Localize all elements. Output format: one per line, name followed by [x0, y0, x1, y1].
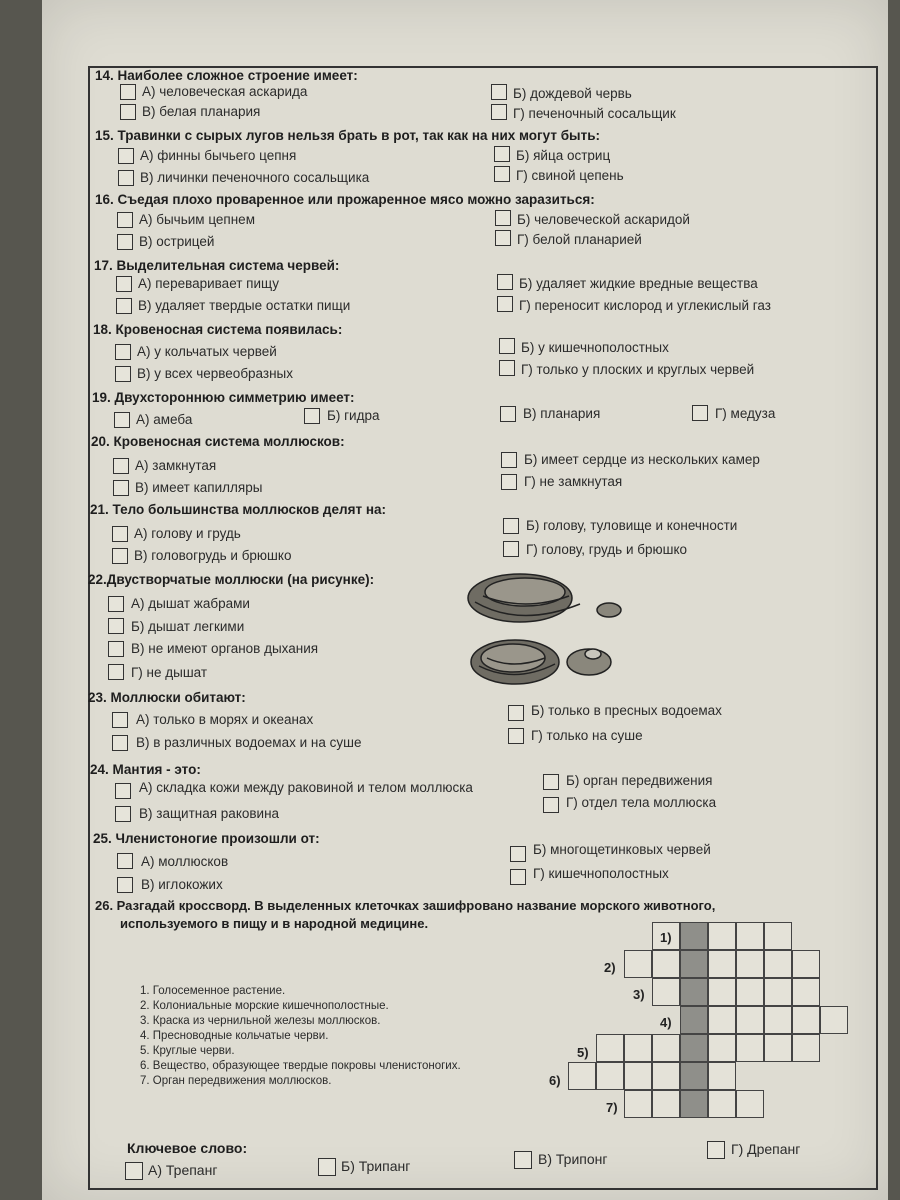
q19-checkbox-g[interactable]	[692, 405, 708, 421]
keyword-option-a: А) Трепанг	[148, 1162, 218, 1178]
q22-option-v: В) не имеют органов дыхания	[131, 641, 319, 656]
q14-option-g: Г) печеночный сосальщик	[513, 106, 676, 121]
q18-option-a: А) у кольчатых червей	[137, 344, 277, 359]
crossword-clue-number-6: 6)	[549, 1073, 561, 1088]
q16-checkbox-v[interactable]	[117, 234, 133, 250]
crossword-cell[interactable]	[708, 1006, 736, 1034]
q15-checkbox-g[interactable]	[494, 166, 510, 182]
q16-option-a: А) бычьим цепнем	[139, 212, 255, 227]
q25-checkbox-a[interactable]	[117, 853, 133, 869]
q21-checkbox-g[interactable]	[503, 541, 519, 557]
crossword-cell[interactable]	[820, 1006, 848, 1034]
crossword-cell[interactable]	[792, 1006, 820, 1034]
q15-option-a: А) финны бычьего цепня	[140, 148, 297, 163]
q15-option-g: Г) свиной цепень	[516, 168, 624, 183]
q17-checkbox-v[interactable]	[116, 298, 132, 314]
crossword-key-cell[interactable]	[680, 950, 708, 978]
crossword-cell[interactable]	[736, 1006, 764, 1034]
q20-option-b: Б) имеет сердце из нескольких камер	[524, 452, 760, 467]
q20-option-g: Г) не замкнутая	[524, 474, 623, 489]
q24-option-a: А) складка кожи между раковиной и телом моллюска	[139, 780, 473, 795]
question-24-title: 24. Мантия - это:	[90, 762, 201, 777]
q21-checkbox-v[interactable]	[112, 548, 128, 564]
q21-checkbox-b[interactable]	[503, 518, 519, 534]
crossword-definition-7: 7. Орган передвижения моллюсков.	[140, 1075, 332, 1087]
q22-checkbox-v[interactable]	[108, 641, 124, 657]
crossword-cell[interactable]	[736, 922, 764, 950]
q24-checkbox-g[interactable]	[543, 797, 559, 813]
keyword-checkbox-g[interactable]	[707, 1141, 725, 1159]
question-23-title: 23. Моллюски обитают:	[88, 690, 246, 705]
crossword-cell[interactable]	[708, 978, 736, 1006]
q15-option-b: Б) яйца остриц	[516, 148, 611, 163]
q19-checkbox-a[interactable]	[114, 412, 130, 428]
crossword-clue-number-7: 7)	[606, 1100, 618, 1115]
q15-checkbox-a[interactable]	[118, 148, 134, 164]
q14-checkbox-b[interactable]	[491, 84, 507, 100]
q25-option-b: Б) многощетинковых червей	[533, 842, 711, 857]
keyword-checkbox-b[interactable]	[318, 1158, 336, 1176]
q21-checkbox-a[interactable]	[112, 526, 128, 542]
crossword-cell[interactable]	[736, 978, 764, 1006]
q22-checkbox-a[interactable]	[108, 596, 124, 612]
crossword-cell[interactable]	[708, 1062, 736, 1090]
q18-option-b: Б) у кишечнополостных	[521, 340, 669, 355]
question-15-title: 15. Травинки с сырых лугов нельзя брать в рот, так как на них могут быть:	[95, 128, 600, 143]
q14-option-v: В) белая планария	[142, 104, 261, 119]
crossword-cell[interactable]	[624, 950, 652, 978]
crossword-cell[interactable]	[652, 978, 680, 1006]
q14-checkbox-v[interactable]	[120, 104, 136, 120]
crossword-cell[interactable]	[792, 1034, 820, 1062]
q23-option-b: Б) только в пресных водоемах	[531, 703, 722, 718]
q17-option-v: В) удаляет твердые остатки пищи	[138, 298, 351, 313]
bivalve-mollusk-illustration	[465, 566, 635, 696]
crossword-cell[interactable]	[708, 950, 736, 978]
keyword-option-v: В) Трипонг	[538, 1151, 608, 1167]
q24-option-b: Б) орган передвижения	[566, 773, 713, 788]
q14-option-b: Б) дождевой червь	[513, 86, 632, 101]
q24-option-v: В) защитная раковина	[139, 806, 280, 821]
crossword-key-cell[interactable]	[680, 1034, 708, 1062]
q18-option-v: В) у всех червеобразных	[137, 366, 294, 381]
q24-option-g: Г) отдел тела моллюска	[566, 795, 717, 810]
q25-checkbox-g[interactable]	[510, 869, 526, 885]
crossword-cell[interactable]	[624, 1062, 652, 1090]
q22-checkbox-g[interactable]	[108, 664, 124, 680]
crossword-cell[interactable]	[652, 1062, 680, 1090]
q23-option-g: Г) только на суше	[531, 728, 643, 743]
crossword-cell[interactable]	[792, 950, 820, 978]
q17-checkbox-b[interactable]	[497, 274, 513, 290]
q20-option-v: В) имеет капилляры	[135, 480, 263, 495]
q21-option-g: Г) голову, грудь и брюшко	[526, 542, 688, 557]
crossword-clue-number-2: 2)	[604, 960, 616, 975]
q17-checkbox-g[interactable]	[497, 296, 513, 312]
question-19-title: 19. Двухстороннюю симметрию имеет:	[92, 390, 355, 405]
crossword-cell[interactable]	[792, 978, 820, 1006]
q23-option-v: В) в различных водоемах и на суше	[136, 735, 362, 750]
crossword-clue-number-4: 4)	[660, 1015, 672, 1030]
q24-checkbox-b[interactable]	[543, 774, 559, 790]
q16-option-b: Б) человеческой аскаридой	[517, 212, 690, 227]
crossword-cell[interactable]	[708, 1090, 736, 1118]
crossword-cell[interactable]	[764, 922, 792, 950]
keyword-option-b: Б) Трипанг	[341, 1158, 411, 1174]
question-18-title: 18. Кровеносная система появилась:	[93, 322, 343, 337]
crossword-cell[interactable]	[708, 1034, 736, 1062]
q18-checkbox-b[interactable]	[499, 338, 515, 354]
question-14-title: 14. Наиболее сложное строение имеет:	[95, 68, 358, 83]
crossword-definition-6: 6. Вещество, образующее твердые покровы членистоногих.	[140, 1060, 461, 1072]
q17-option-b: Б) удаляет жидкие вредные вещества	[519, 276, 758, 291]
q16-option-g: Г) белой планарией	[517, 232, 642, 247]
q19-checkbox-v[interactable]	[500, 406, 516, 422]
q23-checkbox-v[interactable]	[112, 735, 128, 751]
crossword-title-line1: 26. Разгадай кроссворд. В выделенных клеточках зашифровано название морского животного,	[95, 898, 716, 913]
q25-option-a: А) моллюсков	[141, 854, 229, 869]
crossword-definition-2: 2. Колониальные морские кишечнополостные.	[140, 1000, 389, 1012]
crossword-cell[interactable]	[652, 950, 680, 978]
q18-checkbox-a[interactable]	[115, 344, 131, 360]
keyword-option-g: Г) Дрепанг	[731, 1141, 801, 1157]
crossword-definition-1: 1. Голосеменное растение.	[140, 985, 286, 997]
q24-checkbox-a[interactable]	[115, 783, 131, 799]
crossword-cell[interactable]	[596, 1062, 624, 1090]
q14-checkbox-g[interactable]	[491, 104, 507, 120]
q16-checkbox-a[interactable]	[117, 212, 133, 228]
q19-option-b: Б) гидра	[327, 408, 380, 423]
q19-option-g: Г) медуза	[715, 406, 776, 421]
q18-checkbox-v[interactable]	[115, 366, 131, 382]
crossword-key-cell[interactable]	[680, 1090, 708, 1118]
q22-option-g: Г) не дышат	[131, 665, 208, 680]
q25-checkbox-b[interactable]	[510, 846, 526, 862]
q18-option-g: Г) только у плоских и круглых червей	[521, 362, 755, 377]
q16-checkbox-g[interactable]	[495, 230, 511, 246]
q23-checkbox-g[interactable]	[508, 728, 524, 744]
q15-checkbox-v[interactable]	[118, 170, 134, 186]
keyword-checkbox-v[interactable]	[514, 1151, 532, 1169]
q14-option-a: А) человеческая аскарида	[142, 84, 308, 99]
crossword-cell[interactable]	[652, 1034, 680, 1062]
crossword-cell[interactable]	[764, 978, 792, 1006]
question-16-title: 16. Съедая плохо проваренное или прожаренное мясо можно заразиться:	[95, 192, 595, 207]
crossword-clue-number-5: 5)	[577, 1045, 589, 1060]
q20-checkbox-v[interactable]	[113, 480, 129, 496]
question-25-title: 25. Членистоногие произошли от:	[93, 831, 320, 846]
crossword-title-line2: используемого в пищу и в народной медицине.	[120, 916, 429, 931]
crossword-clue-number-1: 1)	[660, 930, 672, 945]
q17-option-g: Г) переносит кислород и углекислый газ	[519, 298, 771, 313]
crossword-cell[interactable]	[736, 1034, 764, 1062]
crossword-cell[interactable]	[624, 1034, 652, 1062]
q22-option-b: Б) дышат легкими	[131, 619, 245, 634]
crossword-definition-4: 4. Пресноводные кольчатые черви.	[140, 1030, 329, 1042]
crossword-cell[interactable]	[736, 950, 764, 978]
q19-option-v: В) планария	[523, 406, 601, 421]
keyword-checkbox-a[interactable]	[125, 1162, 143, 1180]
keyword-title: Ключевое слово:	[127, 1140, 248, 1156]
q23-checkbox-b[interactable]	[508, 705, 524, 721]
q19-option-a: А) амеба	[136, 412, 193, 427]
crossword-cell[interactable]	[708, 922, 736, 950]
crossword-key-cell[interactable]	[680, 1006, 708, 1034]
q16-option-v: В) острицей	[139, 234, 215, 249]
crossword-cell[interactable]	[764, 1034, 792, 1062]
q21-option-v: В) головогрудь и брюшко	[134, 548, 292, 563]
crossword-key-cell[interactable]	[680, 922, 708, 950]
q22-checkbox-b[interactable]	[108, 618, 124, 634]
q22-option-a: А) дышат жабрами	[131, 596, 250, 611]
q14-checkbox-a[interactable]	[120, 84, 136, 100]
q23-checkbox-a[interactable]	[112, 712, 128, 728]
q17-option-a: А) переваривает пищу	[138, 276, 280, 291]
q15-option-v: В) личинки печеночного сосальщика	[140, 170, 370, 185]
q20-checkbox-a[interactable]	[113, 458, 129, 474]
q25-option-g: Г) кишечнополостных	[533, 866, 669, 881]
crossword-clue-number-3: 3)	[633, 987, 645, 1002]
question-21-title: 21. Тело большинства моллюсков делят на:	[90, 502, 386, 517]
crossword-cell[interactable]	[736, 1090, 764, 1118]
question-22-title: 22.Двустворчатые моллюски (на рисунке):	[88, 572, 375, 587]
question-17-title: 17. Выделительная система червей:	[94, 258, 340, 273]
q16-checkbox-b[interactable]	[495, 210, 511, 226]
q25-checkbox-v[interactable]	[117, 877, 133, 893]
crossword-cell[interactable]	[624, 1090, 652, 1118]
crossword-cell[interactable]	[764, 1006, 792, 1034]
q21-option-b: Б) голову, туловище и конечности	[526, 518, 738, 533]
crossword-cell[interactable]	[596, 1034, 624, 1062]
crossword-key-cell[interactable]	[680, 1062, 708, 1090]
q20-checkbox-g[interactable]	[501, 474, 517, 490]
q15-checkbox-b[interactable]	[494, 146, 510, 162]
question-20-title: 20. Кровеносная система моллюсков:	[91, 434, 345, 449]
q17-checkbox-a[interactable]	[116, 276, 132, 292]
q24-checkbox-v[interactable]	[115, 806, 131, 822]
crossword-key-cell[interactable]	[680, 978, 708, 1006]
crossword-cell[interactable]	[568, 1062, 596, 1090]
q25-option-v: В) иглокожих	[141, 877, 223, 892]
crossword-cell[interactable]	[764, 950, 792, 978]
q23-option-a: А) только в морях и океанах	[136, 712, 314, 727]
q19-checkbox-b[interactable]	[304, 408, 320, 424]
crossword-definition-3: 3. Краска из чернильной железы моллюсков.	[140, 1015, 381, 1027]
q18-checkbox-g[interactable]	[499, 360, 515, 376]
crossword-definition-5: 5. Круглые черви.	[140, 1045, 235, 1057]
crossword-cell[interactable]	[652, 1090, 680, 1118]
q20-checkbox-b[interactable]	[501, 452, 517, 468]
q21-option-a: А) голову и грудь	[134, 526, 241, 541]
q20-option-a: А) замкнутая	[135, 458, 217, 473]
